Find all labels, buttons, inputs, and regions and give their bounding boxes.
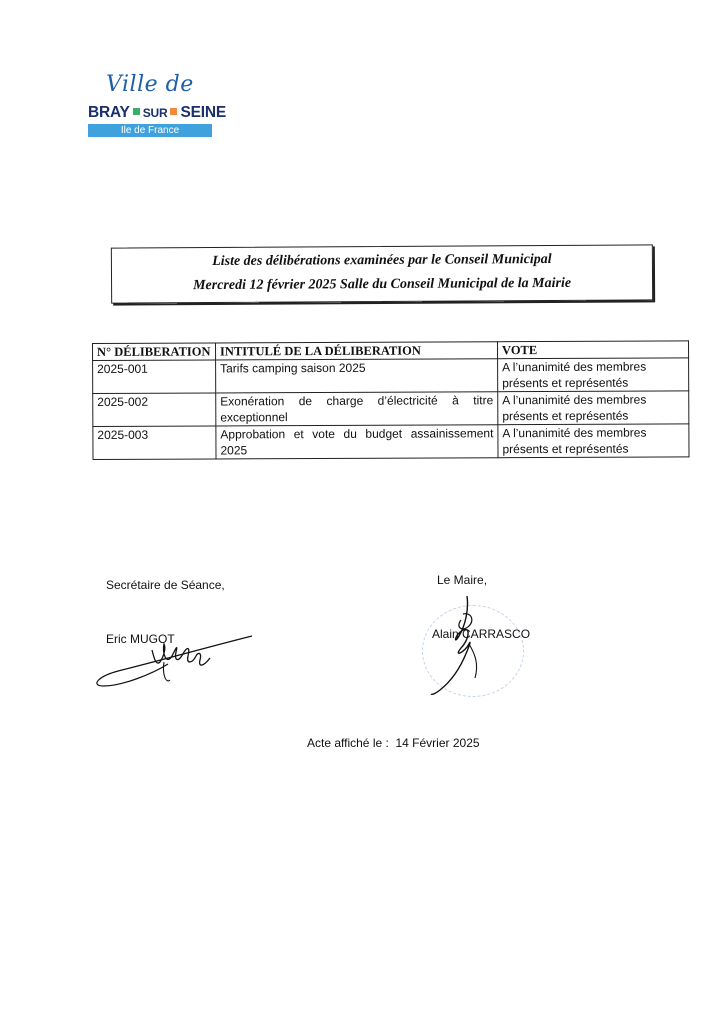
posting-info — [307, 736, 480, 750]
deliberation-number: 2025-002 — [93, 393, 216, 427]
logo-word-seine: SEINE — [180, 104, 226, 121]
deliberations-table — [92, 340, 690, 460]
logo-script-text: Ville de — [106, 72, 194, 97]
deliberation-number: 2025-003 — [93, 426, 216, 460]
logo-green-square — [133, 108, 140, 115]
table-row — [93, 391, 689, 427]
logo-word-bray: BRAY — [88, 104, 130, 121]
table-row — [93, 424, 689, 460]
deliberation-title: Tarifs camping saison 2025 — [216, 359, 498, 393]
mayor-label: Le Maire, — [437, 573, 488, 587]
secretary-name: Eric MUGOT — [106, 632, 175, 646]
title-box — [111, 244, 653, 303]
header-title: INTITULÉ DE LA DÉLIBERATION — [216, 342, 498, 360]
deliberation-vote: A l’unanimité des membres présents et représentés — [498, 358, 689, 392]
deliberation-vote: A l’unanimité des membres présents et représentés — [498, 424, 689, 458]
posting-label: Acte affiché le : — [307, 736, 389, 750]
header-vote: VOTE — [497, 341, 688, 359]
table-row — [93, 358, 689, 394]
deliberation-title: Exonération de charge d’électricité à titre exceptionnel — [216, 392, 498, 426]
deliberation-vote: A l’unanimité des membres présents et représentés — [498, 391, 689, 425]
deliberation-number: 2025-001 — [93, 360, 216, 394]
secretary-label: Secrétaire de Séance, — [106, 578, 225, 592]
deliberation-title: Approbation et vote du budget assainissement 2025 — [216, 425, 498, 459]
posting-date: 14 Février 2025 — [395, 736, 480, 750]
logo-orange-square — [170, 108, 177, 115]
mayor-signature — [425, 590, 505, 700]
meeting-date-location: Mercredi 12 février 2025 Salle du Conseil Municipal de la Mairie — [193, 275, 572, 294]
mayor-name: Alain CARRASCO — [432, 627, 531, 641]
header-number: N° DÉLIBERATION — [93, 343, 216, 361]
town-logo — [88, 72, 226, 142]
document-title: Liste des délibérations examinées par le Conseil Municipal — [212, 251, 552, 270]
logo-region-band: Ile de France — [88, 124, 212, 137]
secretary-signature — [92, 622, 257, 692]
logo-word-sur: SUR — [142, 106, 168, 120]
logo-wordmark — [88, 104, 226, 122]
